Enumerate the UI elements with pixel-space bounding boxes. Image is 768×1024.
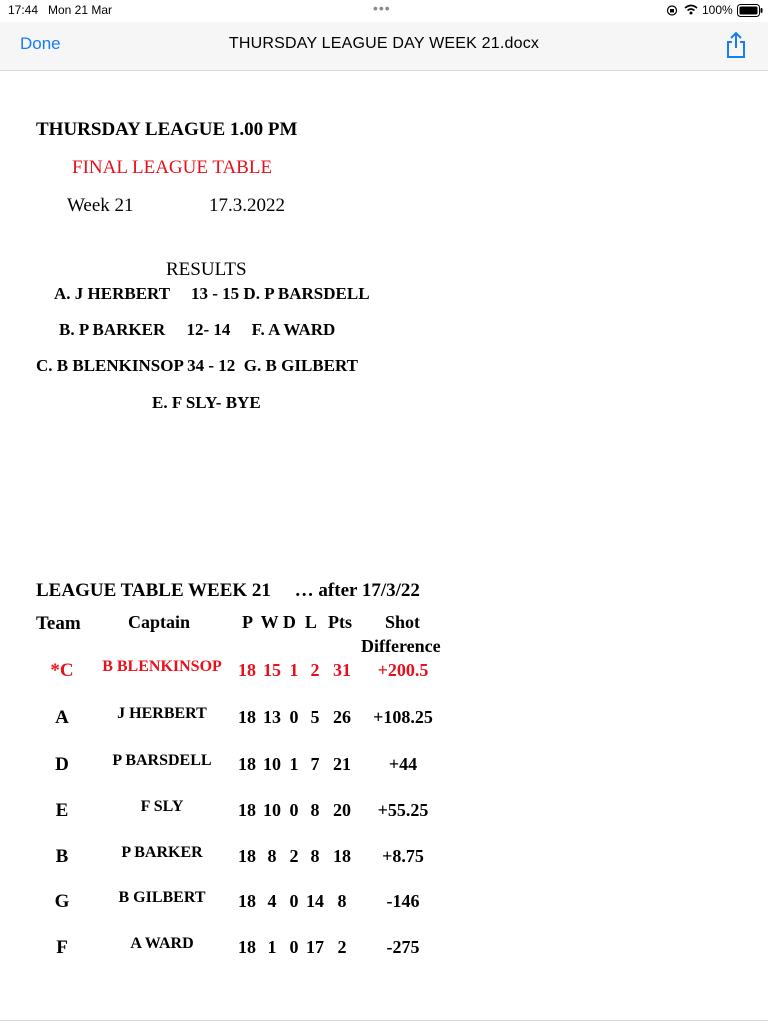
cell-team: F <box>56 937 68 958</box>
cell-p: 18 <box>238 660 256 680</box>
cell-diff: +55.25 <box>377 800 429 820</box>
battery-percentage: 100% <box>702 3 733 17</box>
header-difference: Difference <box>361 636 441 656</box>
cell-pts: 18 <box>333 846 351 866</box>
header-pwdl: P W D L <box>242 612 317 632</box>
cell-pts: 21 <box>333 754 351 774</box>
cell-team: G <box>54 891 70 912</box>
results-title: RESULTS <box>166 259 247 280</box>
cell-captain: P BARSDELL <box>112 752 212 769</box>
cell-d: 1 <box>289 660 299 680</box>
week-date: 17.3.2022 <box>209 195 285 216</box>
doc-subheading: FINAL LEAGUE TABLE <box>72 157 273 178</box>
cell-team: D <box>55 754 69 775</box>
cell-team: B <box>55 846 69 867</box>
cell-l: 8 <box>310 800 320 820</box>
cell-l: 8 <box>310 846 320 866</box>
cell-pts: 2 <box>337 937 347 957</box>
cell-team: A <box>55 707 69 728</box>
status-time: 17:44 <box>8 3 39 17</box>
done-button[interactable]: Done <box>20 34 61 53</box>
header-shot: Shot <box>385 612 421 632</box>
cell-pts: 8 <box>337 891 347 911</box>
status-bar <box>0 0 768 22</box>
cell-pts: 31 <box>333 660 351 680</box>
cell-pts: 26 <box>333 707 351 727</box>
cell-p: 18 <box>238 800 256 820</box>
cell-d: 0 <box>289 707 299 727</box>
cell-team: E <box>55 800 69 821</box>
status-date: Mon 21 Mar <box>48 3 113 17</box>
cell-captain: A WARD <box>130 935 194 952</box>
cell-w: 1 <box>267 937 277 957</box>
document-title: THURSDAY LEAGUE DAY WEEK 21.docx <box>228 35 540 52</box>
cell-d: 0 <box>289 891 299 911</box>
navigation-bar <box>0 22 768 71</box>
cell-diff: -275 <box>386 937 420 957</box>
cell-w: 13 <box>263 707 281 727</box>
cell-l: 5 <box>310 707 320 727</box>
cell-diff: +108.25 <box>373 707 433 727</box>
cell-team: *C <box>50 660 74 681</box>
cell-d: 0 <box>289 937 299 957</box>
cell-p: 18 <box>238 754 256 774</box>
battery-icon <box>737 4 763 17</box>
cell-l: 7 <box>310 754 320 774</box>
cell-l: 2 <box>310 660 320 680</box>
cell-w: 4 <box>267 891 277 911</box>
cell-captain: B GILBERT <box>118 889 206 906</box>
page-bottom-divider <box>0 1020 768 1021</box>
cell-captain: P BARKER <box>121 844 203 861</box>
cell-p: 18 <box>238 707 256 727</box>
cell-w: 10 <box>263 754 281 774</box>
result-line: E. F SLY- BYE <box>152 393 261 412</box>
cell-d: 0 <box>289 800 299 820</box>
cell-diff: +8.75 <box>382 846 424 866</box>
league-table-title: LEAGUE TABLE WEEK 21 … after 17/3/22 <box>36 580 420 601</box>
cell-w: 10 <box>263 800 281 820</box>
cell-p: 18 <box>238 846 256 866</box>
cell-p: 18 <box>238 937 256 957</box>
cell-diff: +44 <box>388 754 418 774</box>
result-line: B. P BARKER 12- 14 F. A WARD <box>59 320 336 339</box>
doc-heading: THURSDAY LEAGUE 1.00 PM <box>36 119 298 140</box>
cell-captain: J HERBERT <box>117 705 207 722</box>
cell-diff: -146 <box>386 891 420 911</box>
cell-captain: F SLY <box>140 798 184 815</box>
cell-d: 2 <box>289 846 299 866</box>
cell-w: 15 <box>263 660 281 680</box>
cell-p: 18 <box>238 891 256 911</box>
rotation-lock-icon <box>666 5 678 16</box>
multitasking-dots-icon[interactable]: ••• <box>373 0 391 16</box>
header-team: Team <box>36 613 81 634</box>
cell-captain: B BLENKINSOP <box>102 658 222 675</box>
header-captain: Captain <box>128 612 191 632</box>
result-line: A. J HERBERT 13 - 15 D. P BARSDELL <box>54 284 370 303</box>
document-page <box>0 71 768 1024</box>
cell-l: 14 <box>306 891 324 911</box>
result-line: C. B BLENKINSOP 34 - 12 G. B GILBERT <box>36 356 358 375</box>
cell-pts: 20 <box>333 800 351 820</box>
wifi-icon <box>684 4 698 15</box>
cell-diff: +200.5 <box>377 660 429 680</box>
week-label: Week 21 <box>67 195 134 216</box>
cell-w: 8 <box>267 846 277 866</box>
cell-d: 1 <box>289 754 299 774</box>
share-icon[interactable] <box>722 30 750 60</box>
cell-l: 17 <box>306 937 324 957</box>
header-pts: Pts <box>328 612 352 632</box>
